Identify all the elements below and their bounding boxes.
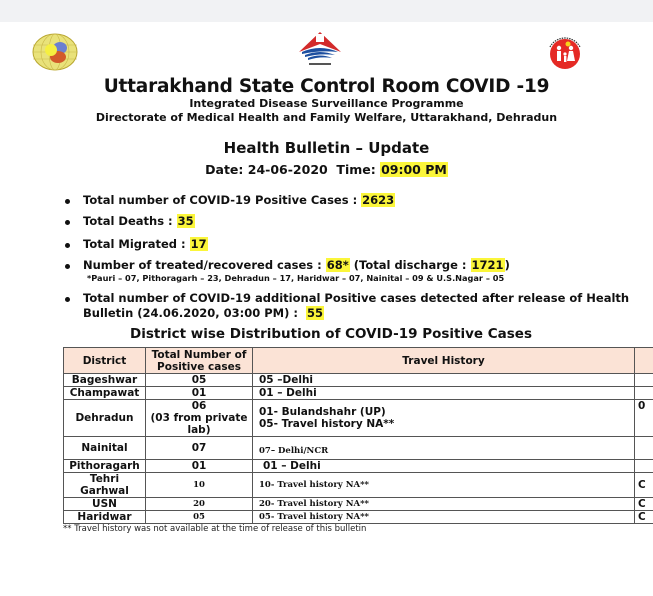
travel-cell: 20- Travel history NA** <box>253 498 635 511</box>
extra-cell <box>635 374 653 387</box>
extra-cell: C <box>635 498 653 511</box>
count-cell: 05 <box>146 511 253 524</box>
bulletin-date <box>0 162 653 177</box>
table-row <box>64 498 653 511</box>
district-cell: Haridwar <box>64 511 146 524</box>
count-cell: 01 <box>146 387 253 400</box>
travel-cell: 10- Travel history NA** <box>253 473 635 498</box>
count-note: (03 from private lab) <box>150 412 248 436</box>
table-row <box>64 400 653 437</box>
additional-label-line2: Bulletin (24.06.2020, 03:00 PM) : <box>83 306 306 320</box>
discharge-value: 1721 <box>471 258 504 272</box>
travel-cell: 05 –Delhi <box>253 374 635 387</box>
recovered-breakdown: *Pauri – 07, Pithoragarh – 23, Dehradun – 17, Haridwar – 07, Nainital – 09 & U.S.Nagar – 05 <box>87 273 505 283</box>
table-header-row <box>64 348 653 374</box>
discharge-close: ) <box>504 258 510 272</box>
header-travel-history: Travel History <box>253 348 635 374</box>
extra-cell: 0 <box>635 400 653 437</box>
count-value: 06 <box>191 400 207 412</box>
additional-value: 55 <box>307 306 324 320</box>
extra-cell <box>635 437 653 460</box>
extra-cell: C <box>635 511 653 524</box>
district-cell: Champawat <box>64 387 146 400</box>
count-cell: 20 <box>146 498 253 511</box>
header-extra <box>635 348 653 374</box>
travel-cell <box>253 400 635 437</box>
deaths-value: 35 <box>177 214 194 228</box>
travel-cell: 07– Delhi/NCR <box>253 437 635 460</box>
extra-cell: C <box>635 473 653 498</box>
bulletin-time: 09:00 PM <box>381 162 447 177</box>
top-bar <box>0 0 653 22</box>
count-cell: 10 <box>146 473 253 498</box>
district-cell: Nainital <box>64 437 146 460</box>
recovered-label: Number of treated/recovered cases : <box>83 258 326 272</box>
migrated-label: Total Migrated : <box>83 237 190 251</box>
table-row <box>64 387 653 400</box>
table-footnote: ** Travel history was not available at the time of release of this bulletin <box>63 524 367 534</box>
positive-value: 2623 <box>362 193 395 207</box>
subtitle-directorate: Directorate of Medical Health and Family Welfare, Uttarakhand, Dehradun <box>95 111 558 124</box>
migrated-value: 17 <box>190 237 207 251</box>
header-total-cases: Total Number of Positive cases <box>146 348 253 374</box>
table-row <box>64 460 653 473</box>
district-cell: Bageshwar <box>64 374 146 387</box>
district-table <box>63 347 653 524</box>
page-title: Uttarakhand State Control Room COVID -19 <box>103 76 550 97</box>
uttarakhand-emblem-icon <box>297 30 343 70</box>
idsp-logo-icon <box>32 33 78 71</box>
table-title: District wise Distribution of COVID-19 Positive Cases <box>130 326 533 342</box>
header-district: District <box>64 348 146 374</box>
count-cell: 01 <box>146 460 253 473</box>
date-label: Date: 24-06-2020 Time: <box>205 162 381 177</box>
travel-line: 01- Bulandshahr (UP) <box>259 406 386 418</box>
subtitle-programme: Integrated Disease Surveillance Programme <box>189 97 464 110</box>
travel-cell: 05- Travel history NA** <box>253 511 635 524</box>
travel-line: 05- Travel history NA** <box>259 418 395 430</box>
bullet-icon <box>65 297 70 302</box>
district-cell: Dehradun <box>64 400 146 437</box>
positive-label: Total number of COVID-19 Positive Cases : <box>83 193 362 207</box>
travel-cell: 01 – Delhi <box>253 387 635 400</box>
count-cell: 07 <box>146 437 253 460</box>
travel-cell: 01 – Delhi <box>253 460 635 473</box>
table-row <box>64 511 653 524</box>
table-row <box>64 374 653 387</box>
extra-cell <box>635 460 653 473</box>
count-cell: 05 <box>146 374 253 387</box>
district-cell: Pithoragarh <box>64 460 146 473</box>
bullet-icon <box>65 220 70 225</box>
table-row <box>64 437 653 460</box>
bullet-icon <box>65 264 70 269</box>
bullet-icon <box>65 243 70 248</box>
district-cell: Tehri Garhwal <box>64 473 146 498</box>
discharge-label: (Total discharge : <box>349 258 471 272</box>
recovered-value: 68* <box>326 258 349 272</box>
bullet-icon <box>65 199 70 204</box>
extra-cell <box>635 387 653 400</box>
table-row <box>64 473 653 498</box>
nhm-logo-icon <box>544 33 586 73</box>
deaths-label: Total Deaths : <box>83 214 177 228</box>
district-cell: USN <box>64 498 146 511</box>
bulletin-title: Health Bulletin – Update <box>223 139 430 157</box>
additional-label-line1: Total number of COVID-19 additional Positive cases detected after release of Health <box>83 291 630 305</box>
count-cell <box>146 400 253 437</box>
